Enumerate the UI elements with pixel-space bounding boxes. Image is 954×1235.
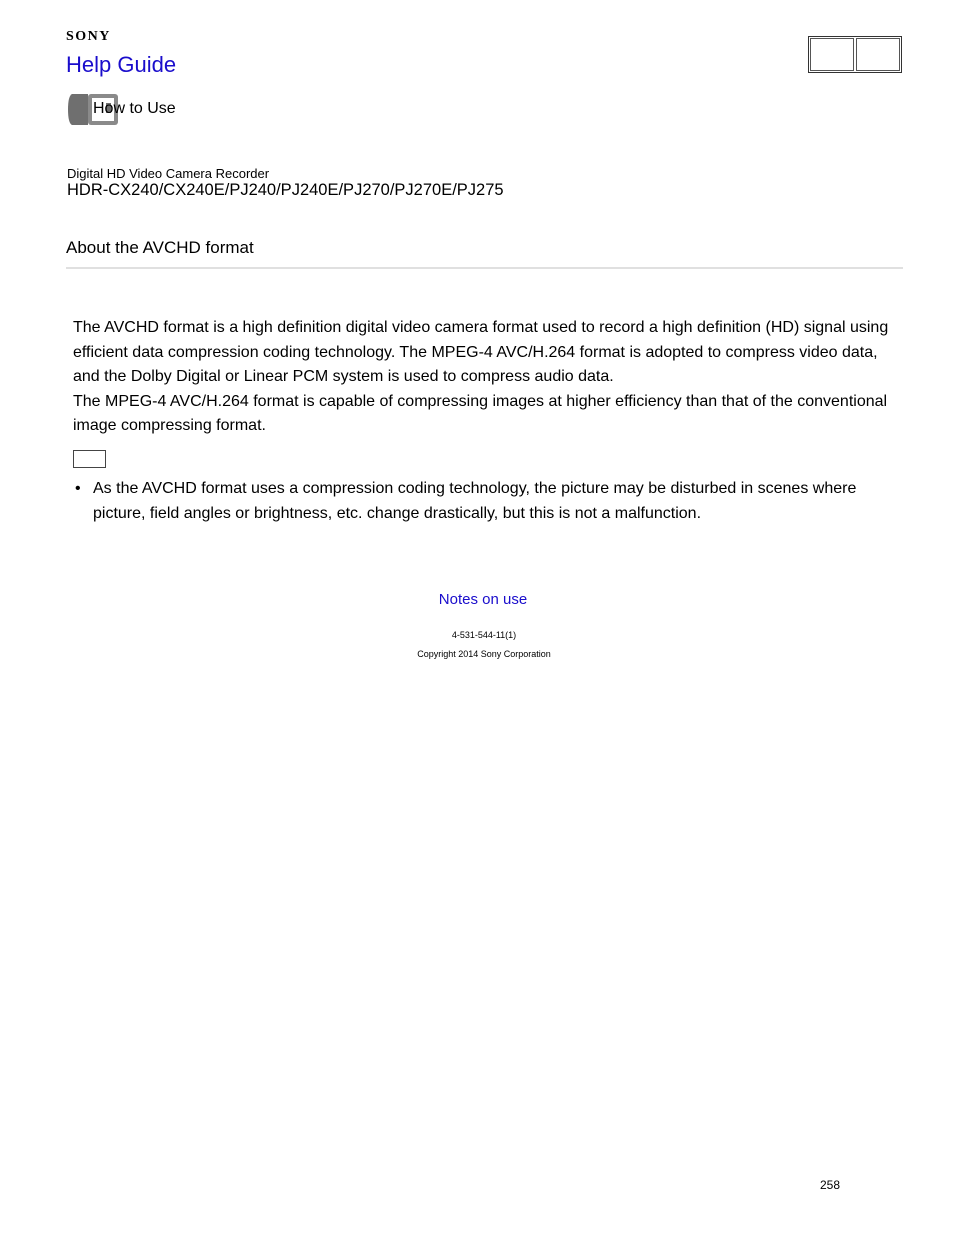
list-item xyxy=(73,477,895,526)
sony-logo: SONY xyxy=(66,29,111,44)
page-title: About the AVCHD format xyxy=(66,238,254,257)
body-text xyxy=(73,316,893,439)
prev-page-button[interactable] xyxy=(810,38,854,71)
document-number: 4-531-544-11(1) xyxy=(451,630,517,640)
model-numbers: HDR-CX240/CX240E/PJ240/PJ240E/PJ270/PJ270E/PJ275 xyxy=(67,181,504,199)
note-text: As the AVCHD format uses a compression coding technology, the picture may be disturbed in scenes where picture, field angles or brightness, etc. change drastically, but this is not a malfunction. xyxy=(93,480,857,522)
related-topic-link[interactable]: Notes on use xyxy=(438,591,528,608)
title-divider xyxy=(66,267,903,269)
bullet-icon: • xyxy=(75,480,81,497)
notes-list xyxy=(73,477,895,526)
product-type: Digital HD Video Camera Recorder xyxy=(67,166,270,181)
page-nav-buttons xyxy=(808,36,902,73)
next-page-button[interactable] xyxy=(856,38,900,71)
note-icon xyxy=(73,450,106,468)
copyright-notice: Copyright 2014 Sony Corporation xyxy=(417,649,551,659)
paragraph-1: The AVCHD format is a high definition digital video camera format used to record a high definition (HD) signal using efficient data compression coding technology. The MPEG-4 AVC/H.264 format is adopted to compress video data, and the Dolby Digital or Linear PCM system is used to compress audio data. xyxy=(73,319,889,385)
page-number: 258 xyxy=(820,1178,841,1192)
category-label[interactable]: How to Use xyxy=(93,100,176,117)
paragraph-2: The MPEG-4 AVC/H.264 format is capable of compressing images at higher efficiency than that of the conventional image compressing format. xyxy=(73,392,888,434)
help-guide-link[interactable]: Help Guide xyxy=(66,52,177,77)
